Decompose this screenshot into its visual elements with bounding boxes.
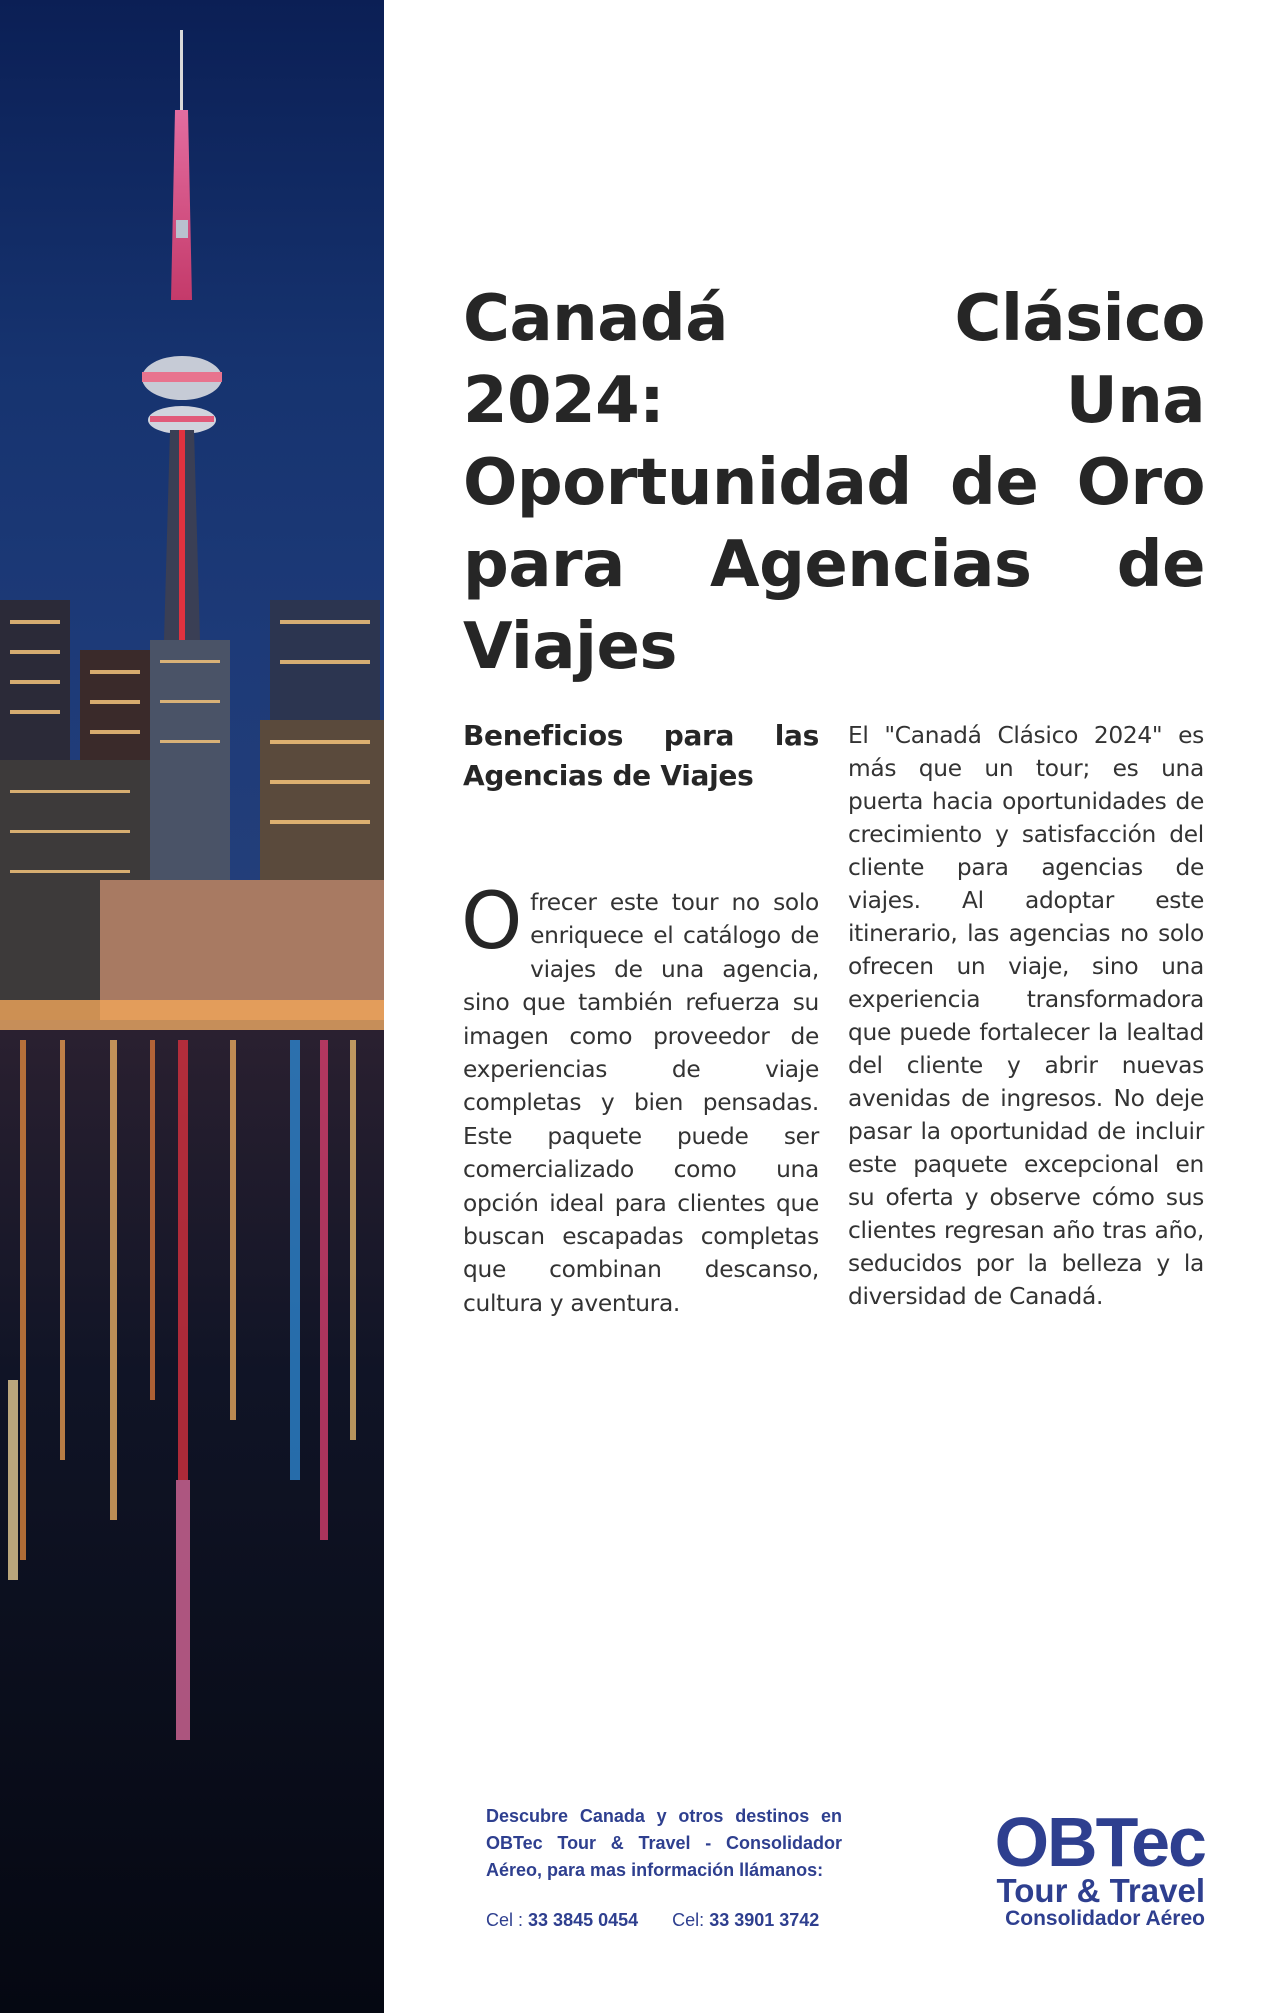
phone-numbers	[486, 1910, 906, 1931]
drop-cap: O	[461, 877, 523, 967]
toronto-skyline-photo	[0, 0, 384, 2013]
phone2-number[interactable]: 33 3901 3742	[709, 1910, 820, 1930]
section-heading: Beneficios para las Agencias de Viajes	[463, 719, 819, 792]
phone2-label: Cel:	[672, 1910, 705, 1930]
phone1-number[interactable]: 33 3845 0454	[528, 1910, 639, 1930]
page-title: Canadá Clásico 2024: Una Oportunidad de Oro para Agencias de Viajes	[463, 282, 1205, 684]
left-paragraph-text: frecer este tour no solo enriquece el catálogo de viajes de una agencia, sino que también refuerza su imagen como proveedor de experiencias de viaje completas y bien pensadas. Este paquete puede ser comercializado como una opción ideal para clientes que buscan escapadas completas que combinan descanso, cultura y aventura.	[463, 889, 819, 1317]
left-paragraph	[461, 877, 819, 1320]
right-paragraph: El "Canadá Clásico 2024" es más que un tour; es una puerta hacia oportunidades de crecimiento y satisfacción del cliente para agencias de viajes. Al adoptar este itinerario, las agencias no solo ofrecen un viaje, sino una experiencia transformadora que puede fortalecer la lealtad del cliente y abrir nuevas avenidas de ingresos. No deje pasar la oportunidad de incluir este paquete excepcional en su oferta y observe cómo sus clientes regresan año tras año, seducidos por la belleza y la diversidad de Canadá.	[848, 722, 1204, 1310]
left-column	[463, 716, 819, 1320]
logo-tagline-2: Consolidador Aéreo	[1005, 1907, 1205, 1930]
right-column	[848, 719, 1204, 1313]
phone1-label: Cel :	[486, 1910, 524, 1930]
obtec-logo	[980, 1803, 1205, 1930]
logo-tagline-1: Tour & Travel	[996, 1872, 1205, 1909]
logo-main-text: OBTec	[994, 1803, 1205, 1881]
footer-promo-text: Descubre Canada y otros destinos en OBTec Tour & Travel - Consolidador Aéreo, para mas información llámanos:	[486, 1806, 842, 1880]
